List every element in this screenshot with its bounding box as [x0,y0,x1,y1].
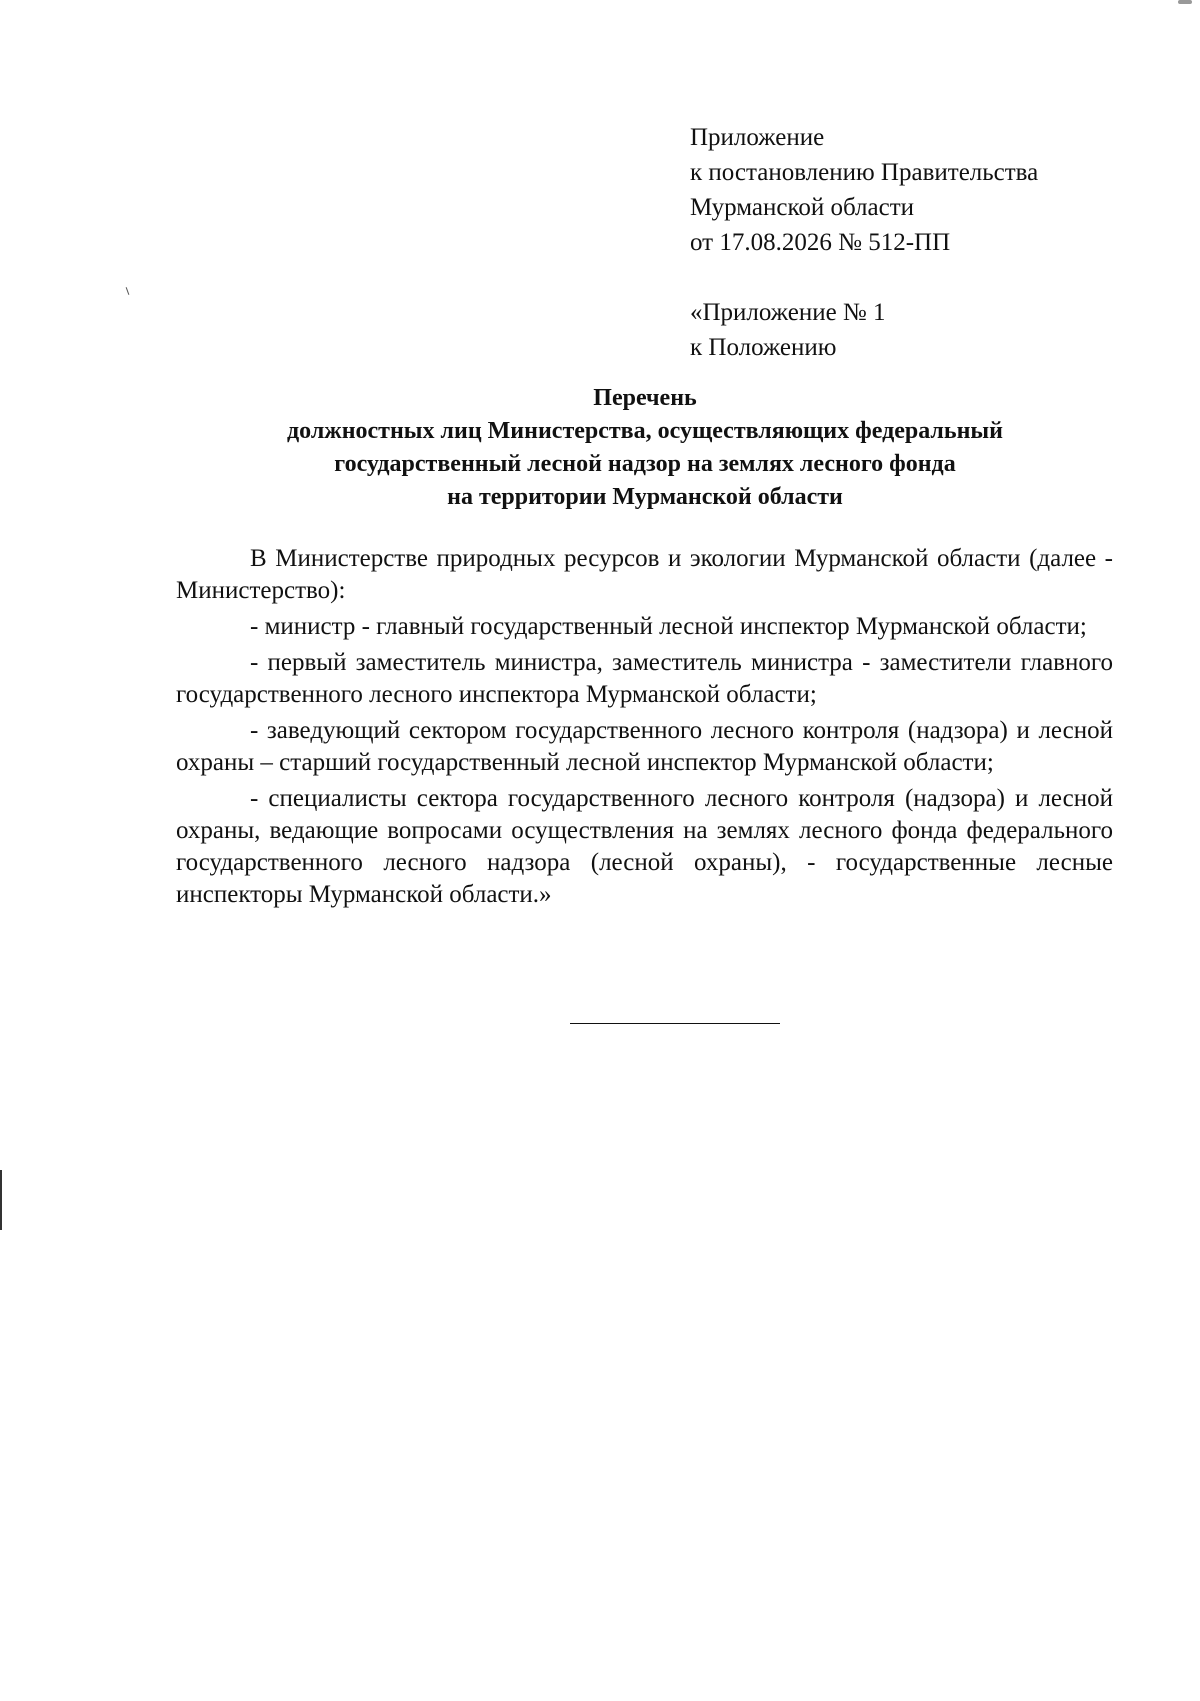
list-item-sector-head: - заведующий сектором государственного лесного контроля (надзора) и лесной охраны – старший государственный лесной инспектор Мурманской области; [176,717,1113,776]
title-line-2: должностных лиц Министерства, осуществляющих федеральный [287,418,1003,444]
header-spacer [690,260,1170,295]
document-title [170,382,1120,514]
appendix-reference: к постановлению Правительства [690,159,1039,186]
title-line-3: государственный лесной надзор на землях лесного фонда [334,451,956,477]
title-line-1: Перечень [593,385,697,411]
list-item-deputies: - первый заместитель министра, заместитель министра - заместители главного государственного лесного инспектора Мурманской области; [176,649,1113,708]
body-intro-paragraph: В Министерстве природных ресурсов и экологии Мурманской области (далее - Министерство): [176,545,1113,604]
appendix-region: Мурманской области [690,194,915,221]
end-separator-line [570,1023,780,1024]
scan-artifact [0,1170,2,1230]
appendix-date-number: от 17.08.2026 № 512-ПП [690,229,951,256]
annex-label: «Приложение № 1 [690,299,886,326]
list-item-specialists: - специалисты сектора государственного лесного контроля (надзора) и лесной охраны, ведающие вопросами осуществления на землях лесного фонда федерального государственного лесного надзора (лесной охраны), - государственные лесные инспекторы Мурманской области.» [176,785,1113,908]
appendix-label: Приложение [690,124,825,151]
annex-reference: к Положению [690,334,837,361]
appendix-header [690,120,1170,365]
scan-artifact [126,287,130,295]
list-item-minister: - министр - главный государственный лесной инспектор Мурманской области; [250,613,1087,640]
document-body [176,543,1113,915]
title-line-4: на территории Мурманской области [447,484,843,510]
scan-artifact [1178,0,1192,4]
